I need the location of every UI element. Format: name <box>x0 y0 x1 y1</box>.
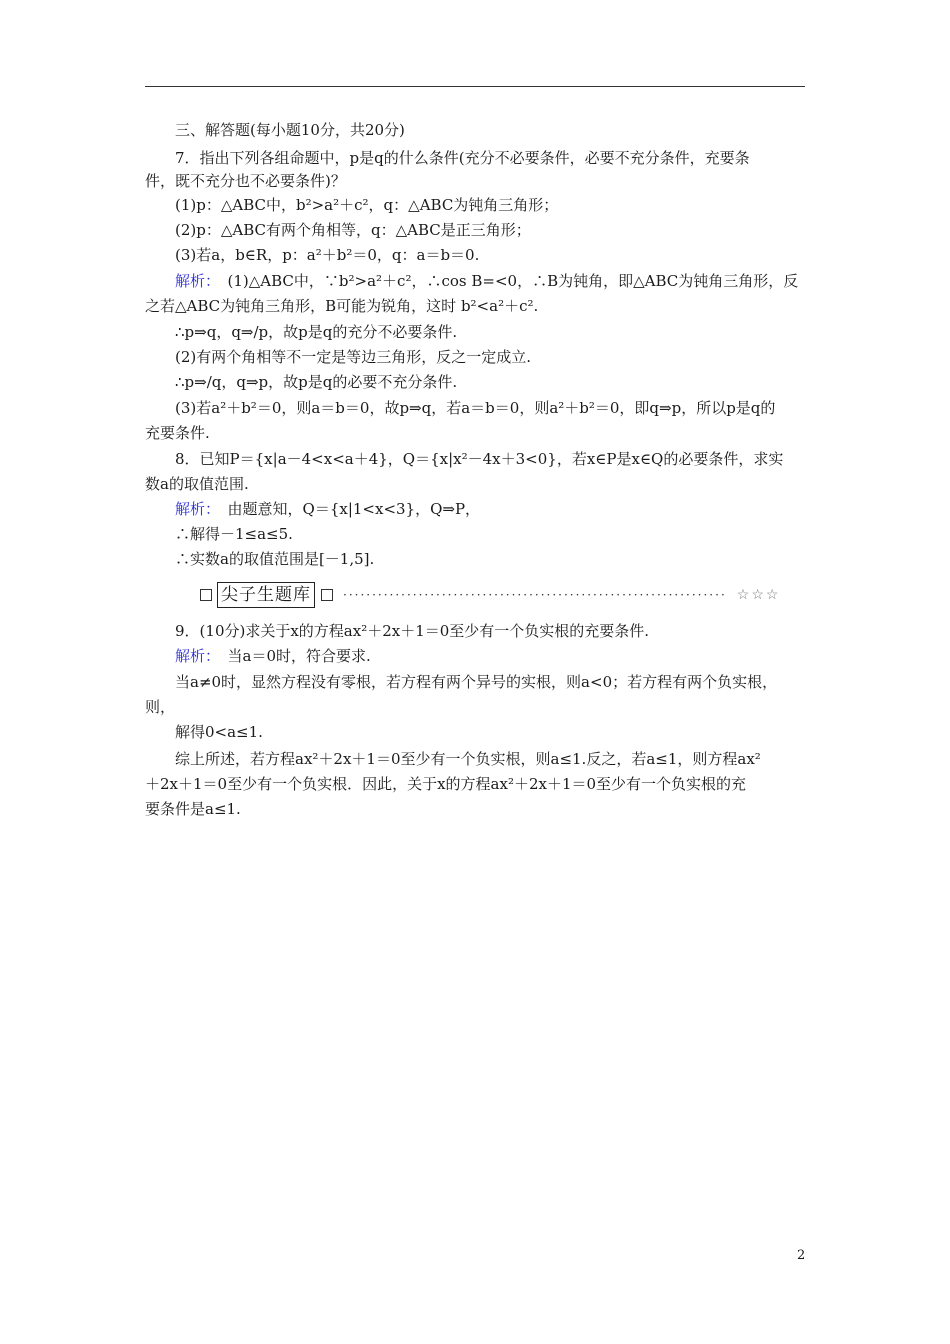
text-line: (3)若a，b∈R，p：a²＋b²＝0，q：a＝b＝0. <box>175 246 480 264</box>
text-line: (2)p：△ABC有两个角相等，q：△ABC是正三角形； <box>175 221 531 239</box>
answer-label: 解析： <box>175 500 213 518</box>
text-line: (1)p：△ABC中，b²>a²＋c²，q：△ABC为钝角三角形； <box>175 196 559 214</box>
text-line: 7．指出下列各组命题中，p是q的什么条件(充分不必要条件，必要不充分条件，充要条 <box>175 149 750 167</box>
text-line: ∴实数a的取值范围是[－1,5]. <box>175 550 375 568</box>
star-rating-icon: ☆☆☆ <box>736 587 781 603</box>
text-line: (3)若a²＋b²＝0，则a＝b＝0，故p⇒q，若a＝b＝0，则a²＋b²＝0，即q⇒p，所以p是q的 <box>175 399 776 417</box>
answer-label: 解析： <box>175 647 213 665</box>
text-line: ＋2x＋1＝0至少有一个负实根．因此，关于x的方程ax²＋2x＋1＝0至少有一个负实根的充 <box>145 775 747 793</box>
text-line: 9．(10分)求关于x的方程ax²＋2x＋1＝0至少有一个负实根的充要条件. <box>175 622 650 640</box>
text-line: 件，既不充分也不必要条件)？ <box>145 172 346 190</box>
top-students-banner <box>200 582 780 608</box>
section-title: 三、解答题(每小题10分，共20分) <box>175 121 405 139</box>
text-line: (2)有两个角相等不一定是等边三角形，反之一定成立. <box>175 348 532 366</box>
text-line: 要条件是a≤1. <box>145 800 241 818</box>
text-line: 解析： 由题意知，Q＝{x|1<x<3}，Q⇒P， <box>175 500 481 518</box>
text-line: 解析： 当a＝0时，符合要求. <box>175 647 371 665</box>
text-line: 8．已知P＝{x|a－4<x<a＋4}，Q＝{x|x²－4x＋3<0}，若x∈P是x∈Q的必要条件，求实 <box>175 450 784 468</box>
text-line: 则， <box>145 698 176 716</box>
text-line: 当a≠0时，显然方程没有零根，若方程有两个异号的实根，则a<0；若方程有两个负实根， <box>175 673 778 691</box>
text-line: 解析： (1)△ABC中，∵b²>a²＋c²，∴cos B=<0，∴B为钝角，即△ABC为钝角三角形，反 <box>175 272 799 290</box>
square-icon <box>321 589 333 601</box>
square-icon <box>200 589 212 601</box>
text-line: ∴解得－1≤a≤5. <box>175 525 293 543</box>
text-line: 之若△ABC为钝角三角形，B可能为锐角，这时 b²<a²＋c². <box>145 297 539 315</box>
text-line: 综上所述，若方程ax²＋2x＋1＝0至少有一个负实根，则a≤1.反之，若a≤1，则方程ax² <box>175 750 761 768</box>
banner-title: 尖子生题库 <box>217 582 315 608</box>
page-number: 2 <box>797 1248 806 1263</box>
text-line: ∴p⇒/q，q⇒p，故p是q的必要不充分条件. <box>175 373 458 391</box>
header-rule <box>145 86 805 87</box>
text-line: 解得0<a≤1. <box>175 723 263 741</box>
dotted-leader: ·································································· <box>343 588 727 602</box>
answer-label: 解析： <box>175 272 213 290</box>
text-line: 数a的取值范围. <box>145 475 249 493</box>
text-line: ∴p⇒q，q⇒/p，故p是q的充分不必要条件. <box>175 323 458 341</box>
text-line: 充要条件. <box>145 424 210 442</box>
